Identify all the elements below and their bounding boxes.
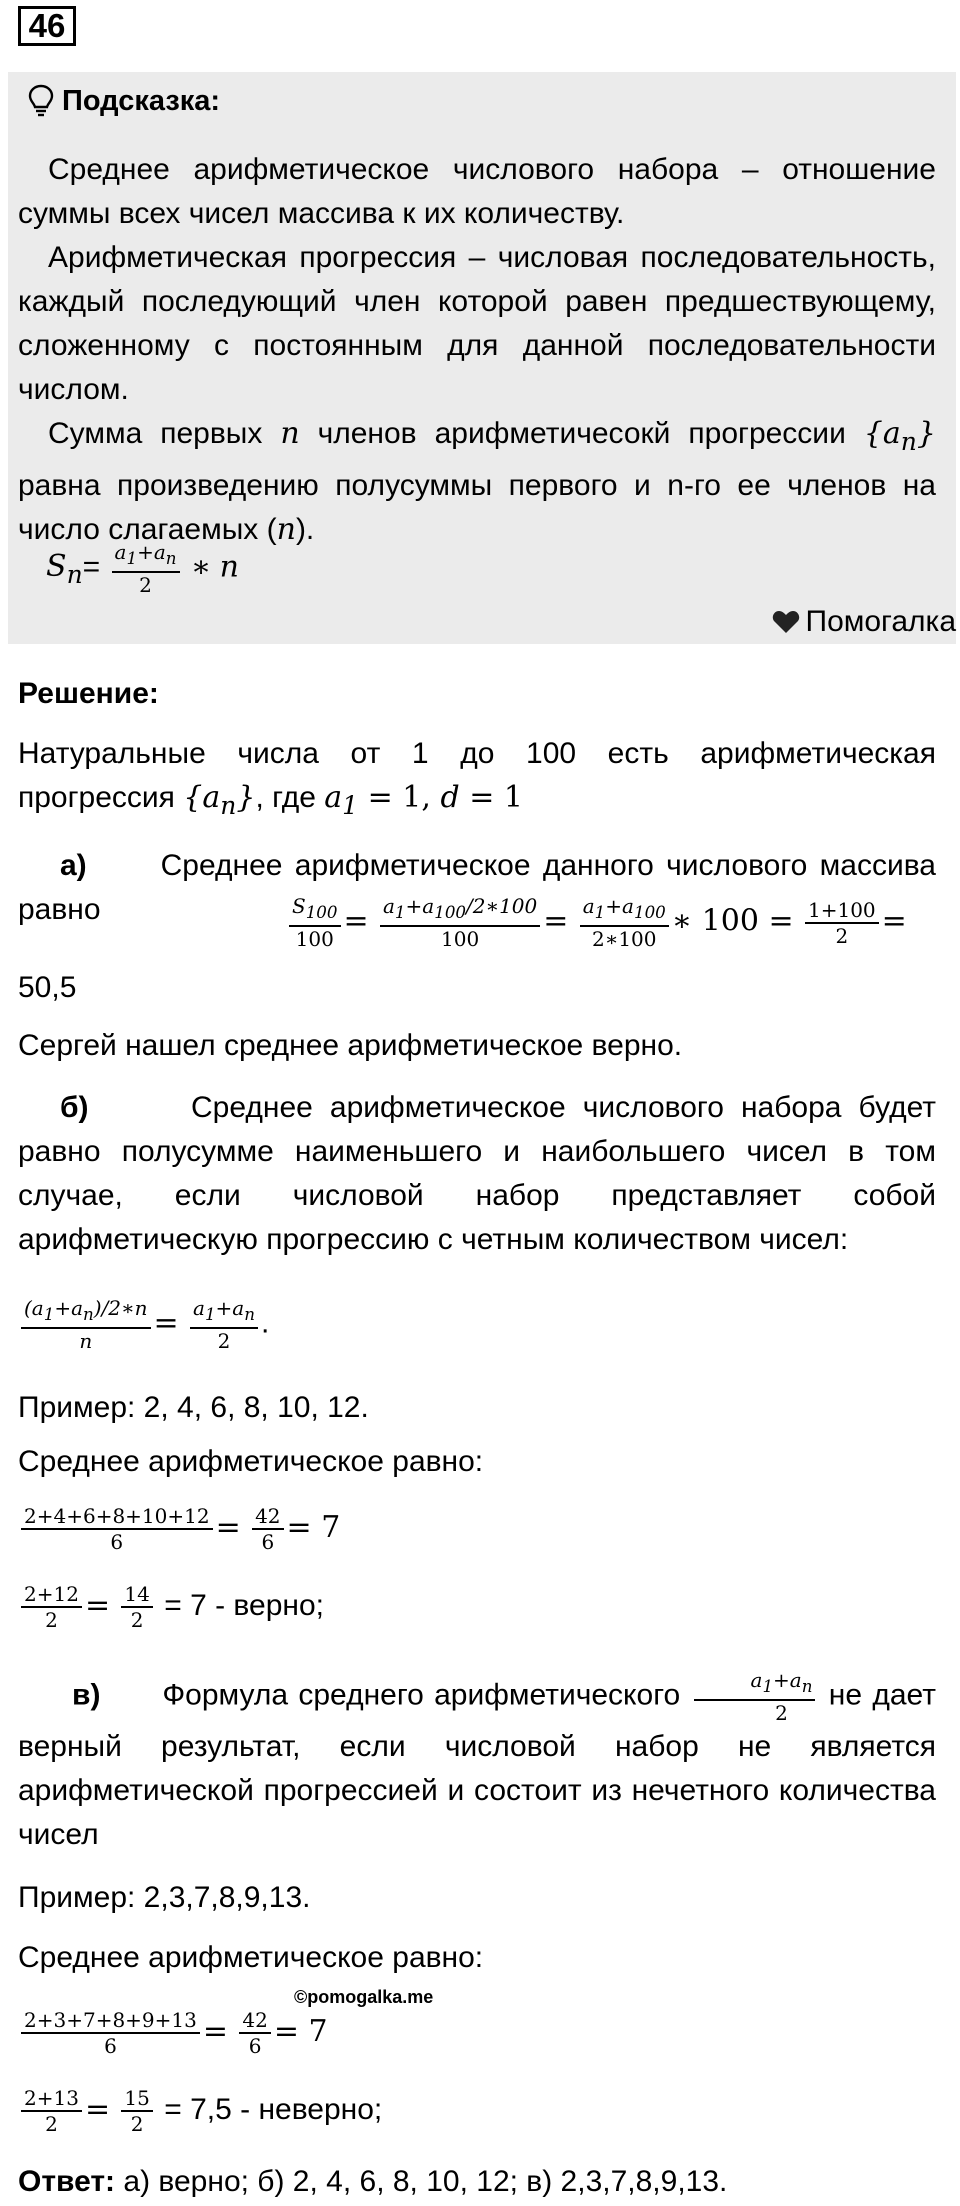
lightbulb-icon bbox=[28, 84, 54, 118]
hint-paragraph-3: Сумма первых n членов арифметичесокй прогрессии $\{a_n\}$ равна произведению полусуммы первого и n-го ее членов на число слагаемых (n). bbox=[18, 416, 936, 547]
part-c-text: в) Формула среднего арифметического $\frac{a_1+a_n}{2}$ не дает верный результат, если числовой набор не является арифметической прогрессией и состоит из нечетного количества чисел bbox=[18, 1668, 936, 1851]
part-a-result: 50,5 bbox=[18, 971, 77, 1004]
sum-formula: $S_n=$ $\frac{a_1+a_n}{2}$ ∗ n bbox=[46, 540, 239, 597]
hint-paragraph-2: Арифметическая прогрессия – числовая последовательность, каждый последующий член которой равен предшествующему, сложенному с постоянным для данной последовательности числом. bbox=[18, 241, 936, 406]
part-c-mean-label: Среднее арифметическое равно: bbox=[18, 1941, 484, 1974]
solution-title: Решение: bbox=[18, 677, 159, 710]
intro-text: Натуральные числа от 1 до 100 есть арифметическая прогрессия $\{a_n\}$, где $a_1 = 1$, d = 1 bbox=[18, 737, 936, 820]
part-b-mean-label: Среднее арифметическое равно: bbox=[18, 1445, 484, 1478]
part-a-text: а) Среднее арифметическое данного числового массива равно bbox=[18, 849, 936, 926]
part-b-check: $\frac{2+12}{2}$ = $\frac{14}{2}$ = 7 - верно; bbox=[18, 1582, 324, 1632]
heart-icon bbox=[772, 610, 800, 634]
part-b-example: Пример: 2, 4, 6, 8, 10, 12. bbox=[18, 1391, 369, 1424]
part-b-mean-formula: $\frac{2+4+6+8+10+12}{6}$ = $\frac{42}{6}$ = 7 bbox=[18, 1504, 340, 1554]
part-c-check: $\frac{2+13}{2}$ = $\frac{15}{2}$ = 7,5 - неверно; bbox=[18, 2086, 382, 2136]
part-c-example: Пример: 2,3,7,8,9,13. bbox=[18, 1881, 311, 1914]
task-number: 46 bbox=[18, 6, 76, 46]
hint-title-text: Подсказка: bbox=[62, 84, 221, 117]
watermark: ©pomogalka.me bbox=[294, 1987, 434, 2007]
part-a-formula: $\frac{S_{100}}{100}$ = $\frac{a_1+a_{100}/2∗100}{100}$ = $\frac{a_1+a_{100}}{2∗100}$ ∗ 100 = $\frac{1+100}{2}$ = bbox=[286, 894, 907, 951]
part-b-formula: $\frac{(a_1+a_n)/2∗n}{n}$ = $\frac{a_1+a_n}{2}$ . bbox=[18, 1296, 269, 1353]
part-b-text: б) Среднее арифметическое числового набора будет равно полусумме наименьшего и наибольшего чисел в том случае, если числовой набор представляет собой арифметическую прогрессию с четным количеством чисел: bbox=[18, 1091, 937, 1256]
brand-text: Помогалка bbox=[805, 605, 956, 638]
part-a-conclusion: Сергей нашел среднее арифметическое верно. bbox=[18, 1029, 683, 1062]
part-c-mean-formula: $\frac{2+3+7+8+9+13}{6}$ = $\frac{42}{6}$ = 7 bbox=[18, 2008, 328, 2058]
brand bbox=[772, 605, 957, 639]
hint-paragraph-1: Среднее арифметическое числового набора – отношение суммы всех чисел массива к их количеству. bbox=[18, 153, 936, 230]
answer: Ответ: а) верно; б) 2, 4, 6, 8, 10, 12; в) 2,3,7,8,9,13. bbox=[18, 2165, 728, 2198]
hint-title bbox=[28, 84, 220, 118]
